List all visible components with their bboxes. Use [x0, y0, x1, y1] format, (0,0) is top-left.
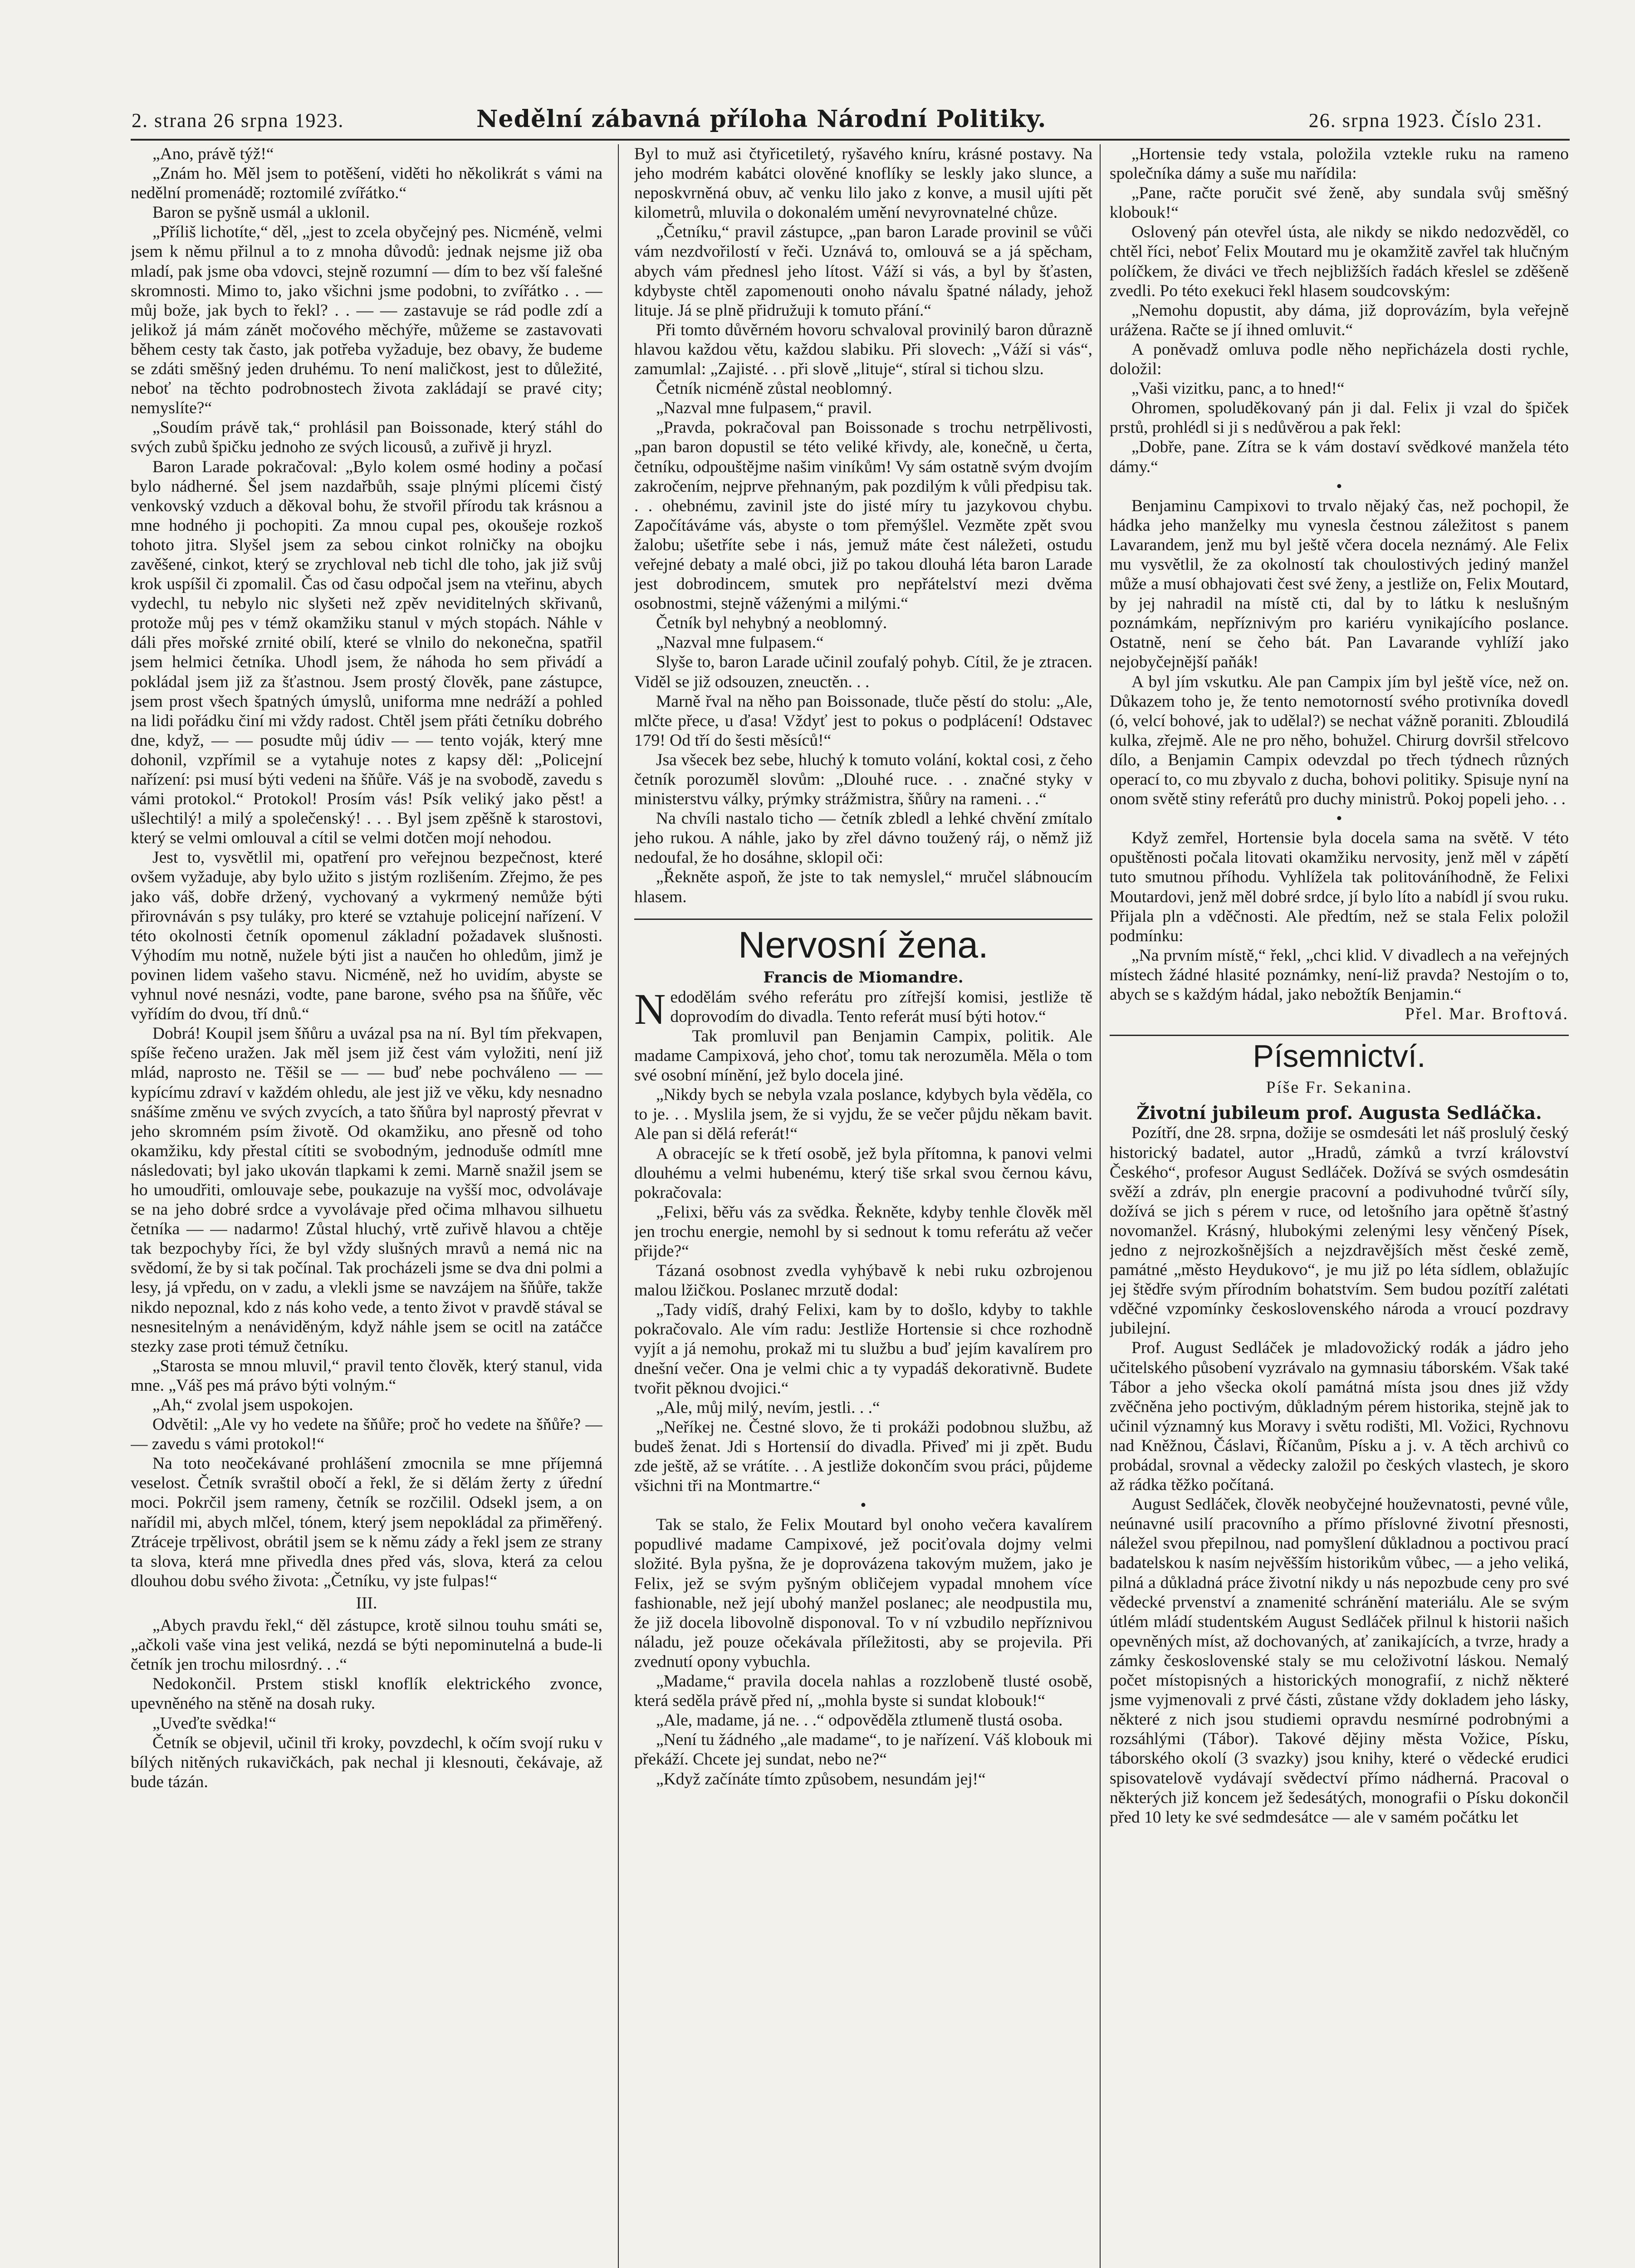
section-title: Písemnictví.	[1253, 1038, 1426, 1074]
paragraph: August Sedláček, člověk neobyčejné houževnatosti, pevné vůle, neúnavné usilí pracovního a přímo příslovné životní přesnosti, náležel svou přepilnou, nad pomyšlení důkladnou a poctivou prací badatelskou k nasím nejvěšším historikům vůbec, — a jeho veliká, pilná a důkladná práce životní nikdy u nás nepozbude ceny pro své vědecké prvenství a znamenité schránění materiálu. Ale se svým útlém mládí studentském August Sedláček přilnul k historii našich opevněných míst, až dochovaných, ať zanikajících, a tvrze, hrady a zámky československé staly se mu celoživotní láskou. Nemalý počet místopisných a historických monografií, z nichž některé jsme vyjmenovali z prvé části, zůstane vždy dokladem jeho lásky, některé z nich jsou studiemi opravdu nesmírné podrobnými a rozsáhlými (Tábor). Takové dějiny města Vožice, Písku, táborského okolí (3 svazky) jsou knihy, které o vědecké erudici spisovatelově vydávají svědectví přímo nádherná. Pracoval o některých již koncem jež šedesátých, monografii o Písku dokončil před 10 lety ke své sedmdesátce — ale v samém počátku let	[1110, 1495, 1569, 1827]
paragraph: „Znám ho. Měl jsem to potěšení, viděti ho několikrát s vámi na nedělní promenádě; roztomilé zvířátko.“	[131, 164, 602, 203]
paragraph: Benjaminu Campixovi to trvalo nějaký čas, než pochopil, že hádka jeho manželky mu vynesla čestnou záležitost s panem Lavarandem, jenž mu byl ještě včera docela neznámý. Ale Felix mu vysvětlil, že za okolností tak choulostivých jediný manžel může a musí obhajovati čest své ženy, a jestliže on, Felix Moutard, by jej nahradil na místě cti, dal by to látku k neslušným poznámkám, nepříznivým pro kariéru vynikajícího poslance. Ostatně, není se čeho bát. Pan Lavarande vyhlíží jako nejobyčejnější paňák!	[1110, 496, 1569, 672]
page-header	[132, 105, 1542, 137]
paragraph: Při tomto důvěrném hovoru schvaloval provinilý baron důrazně hlavou každou větu, každou slabiku. Při slovech: „Váží si vás“, zamumlal: „Zajisté. . . při slově „lituje“, stíral si tichou slzu.	[634, 320, 1092, 379]
paragraph: Četník se objevil, učinil tři kroky, povzdechl, k očím svojí ruku v bílých nitěných rukavičkách, pak nechal ji klesnouti, čekávaje, až bude tázán.	[131, 1733, 602, 1791]
paragraph: „Není tu žádného „ale madame“, to je nařízení. Váš klobouk mi překáží. Chcete jej sundat, nebo ne?“	[634, 1730, 1092, 1769]
paragraph: „Dobře, pane. Zítra se k vám dostaví svědkové manžela této dámy.“	[1110, 438, 1569, 476]
paragraph: „Pravda, pokračoval pan Boissonade s trochu netrpělivosti, „pan baron dopustil se této veliké křivdy, ale, konečně, u čerta, četníku, odpouštějme našim viníkům! Vy sám ostatně svým dvojím zakročením, nejprve přehnaným, pak pozdilým k vůli předpisu tak. . . ohebnému, zavinil jste do jisté míry tu jazykovou chybu. Započítáváme vás, abyste o tom přemýšlel. Vezměte zpět svou žalobu; ušetříte sebe i nás, jemuž máte čest náležeti, ostudu veřejné debaty a malé obci, již po takou dlouhá léta baron Larade jest dobrodincem, smutek pro nepřátelství mezi dvěma osobnostmi, stejně váženými a milými.“	[634, 418, 1092, 613]
paragraph: „Ah,“ zvolal jsem uspokojen.	[152, 1396, 353, 1414]
paragraph: Dobrá! Koupil jsem šňůru a uvázal psa na ní. Byl tím překvapen, spíše řečeno uražen. Jak měl jsem již čest vám vyložiti, není již mlád, naprosto ne. Těšil se — — buď nebe pochváleno — — kypícímu zdraví v každém ohledu, ale jest již ve věku, kdy nesnadno snášíme změnu ve svých zvycích, a tato šňůra byl naprostý převrat v jeho skromném psím životě. Od okamžiku, ano přesně od toho okamžiku, kdy přestal cítiti se svobodným, jednoduše odmítl mne následovati; byl jako ukován tlapkami k zemi. Marně snažil jsem se ho umoudřiti, omlouvaje sebe, poukazuje na vyšší moc, odvolávaje se na jeho dobré srdce a vyvolávaje před očima mlhavou silhuetu četníka — — nadarmo! Zůstal hluchý, vrtě zuřivě hlavou a chtěje tak bezpochyby říci, že byl vždy slušných mravů a nemá nic na svědomí, že by si tak počínal. Tak procházeli jsme se dva dni polmi a lesy, já vpředu, on v zadu, a vlekli jsme se navzájem na šňůře, takže nikdo nepoznal, kdo z nás koho vede, a tento život v pravdě stával se nesnesitelným a nenáviděným, když náhle jsem se ocitl na zatáčce stezky zase proti témuž četníku.	[131, 1024, 602, 1356]
paragraph: „Nikdy bych se nebyla vzala poslance, kdybych byla věděla, co to je. . . Myslila jsem, že si vyjdu, že se večer půjdu někam bavit. Ale pan si dělá referát!“	[634, 1085, 1092, 1144]
column-2	[634, 144, 1092, 2268]
column-1	[131, 144, 602, 2268]
header-rule	[131, 139, 1570, 141]
paragraph: „Starosta se mnou mluvil,“ pravil tento člověk, který stanul, vida mne. „Váš pes má právo býti volným.“	[131, 1356, 602, 1395]
paragraph: •	[1336, 477, 1342, 496]
paragraph: Nedokončil. Prstem stiskl knoflík elektrického zvonce, upevněného na stěně na dosah ruky.	[131, 1675, 602, 1713]
paragraph: Marně řval na něho pan Boissonade, tluče pěstí do stolu: „Ale, mlčte přece, u ďasa! Vždyť jest to pokus o podplácení! Odstavec 179! Od tří do šesti měsíců!“	[634, 692, 1092, 750]
paragraph: Jest to, vysvětlil mi, opatření pro veřejnou bezpečnost, které ovšem vyžaduje, aby bylo užito s jistým rozlišením. Zřejmo, že pes jako váš, dobře držený, vychovaný a vykrmený nemůže býti přirovnáván s psy tuláky, pro které se vztahuje policejní nařízení. V této okolnosti četník opomenul základní požadavek slušnosti. Výhodím mu notně, nužele býti jist a naučen ho ohledům, jimž je povinen lidem vašeho stavu. Nicméně, než ho uvidím, abyste se vyhnul nové nesnázi, vodte, pane barone, svého psa na šňůře, věc vyřídím do dvou, tří dnů.“	[131, 848, 602, 1024]
column-2-story-end	[634, 144, 1092, 907]
paragraph: „Nazval mne fulpasem.“	[656, 633, 824, 652]
paragraph: „Když začínáte tímto způsobem, nesundám jej!“	[656, 1769, 986, 1789]
paragraph: „Ale, můj milý, nevím, jestli. . .“	[656, 1398, 880, 1417]
paragraph: Oslovený pán otevřel ústa, ale nikdy se nikdo nedozvěděl, co chtěl říci, neboť Felix Moutard mu je okamžitě zavřel tak hlučným políčkem, že diváci ve třech nejbližších řadách křeslel se zděšeně zvedli. Po této exekuci řekl hlasem soudcovským:	[1110, 223, 1569, 300]
paragraph: „Pane, račte poručit své ženě, aby sundala svůj směšný klobouk!“	[1110, 184, 1569, 222]
column-3-story-end	[1110, 144, 1569, 1024]
paragraph: Tak se stalo, že Felix Moutard byl onoho večera kavalírem popudlivé madame Campixové, jež pociťovala dojmy velmi složité. Byla pyšna, že je doprovázena takovým mužem, jako je Felix, jež se svým pyšným obličejem vypadal mnohem více fashionable, než její ubohý manžel poslanec; ale neodpustila mu, že již docela libovolně disponoval. To v ní vzbudilo nepříznivou náladu, jež pouze očekávala příležitosti, aby se projevila. Při zvednutí opony vybuchla.	[634, 1515, 1092, 1671]
paragraph: „Uveďte svědka!“	[152, 1714, 277, 1733]
story-title: Nervosní žena.	[738, 924, 989, 966]
paragraph: Pozítří, dne 28. srpna, dožije se osmdesáti let náš proslulý český historický badatel, autor „Hradů, zámků a tvrzí království Českého“, profesor August Sedláček. Dožívá se svých osmdesátin svěží a zdráv, pln energie pracovní a podivuhodné tvůrčí síly, dožívá se jich s pérem v ruce, od letošního jara opětně šťastný novomanžel. Krásný, hlubokými zelenými lesy věnčený Písek, jedno z nejrozkošnějších a nejzdravějších měst české země, památné „město Heydukovo“, je mu již po léta sídlem, oblažujíc jej štědře svým přírodním bohatstvím. Sem budou pozítří zalétati vděčné vzpomínky československého národa a vroucí pozdravy jubilejní.	[1110, 1124, 1569, 1338]
paragraph: „Neříkej ne. Čestné slovo, že ti prokáži podobnou službu, až budeš ženat. Jdi s Hortensií do divadla. Přiveď mi ji zpět. Budu zde ještě, až se vrátíte. . . A jestliže dokončím svou práci, půjdeme všichni tři na Montmartre.“	[634, 1418, 1092, 1496]
paragraph: Přel. Mar. Broftová.	[1405, 1005, 1569, 1024]
section-separator	[1110, 1035, 1569, 1036]
paragraph: Na toto neočekávané prohlášení zmocnila se mne příjemná veselost. Četník svraštil obočí a řekl, že si dělám žerty z úřední moci. Pokrčil jsem rameny, četník se rozčilil. Odsekl jsem, a on nařídil mi, abych mlčel, tónem, který jsem nepokládal za přiměřený. Ztráceje trpělivost, obrátil jsem se k němu zády a řekl jsem ze strany ta slova, která mne přivedla dnes před vás, slova, která za celou dlouhou dobu svého života: „Četníku, vy jste fulpas!“	[131, 1454, 602, 1590]
paragraph: „Soudím právě tak,“ prohlásil pan Boissonade, který stáhl do svých zubů špičku jednoho ze svých licousů, a zuřivě ji hryzl.	[131, 418, 602, 457]
paragraph: III.	[356, 1593, 377, 1613]
paragraph-text: edodělám svého referátu pro zítřejší komisi, jestliže tě doprovodím do divadla. Tento referát musí býti hotov.“	[670, 987, 1092, 1026]
paragraph: •	[860, 1496, 866, 1515]
paragraph: „Tady vidíš, drahý Felixi, kam by to došlo, kdyby to takhle pokračovalo. Ale vím radu: Jestliže Hortensie si chce rozhodně vyjít a já nemohu, prokaž mi tu službu a buď jejím kavalírem pro dnešní večer. Ona je velmi chic a ty vypadáš dekorativně. Budete tvořit pěknou dvojici.“	[634, 1300, 1092, 1398]
paragraph: Baron Larade pokračoval: „Bylo kolem osmé hodiny a počasí bylo nádherné. Šel jsem nazdařbůh, ssaje plnými plícemi čistý venkovský vzduch a děkoval bohu, že stvořil přírodu tak krásnou a mne hodného ji pochopiti. Za mnou cupal pes, okoušeje rozkoš tohoto jitra. Slyšel jsem za sebou cinkot rolničky na obojku zavěšené, cinkot, který se zrychloval neb tichl dle toho, jak již svůj krok uspíšil či zpomalil. Čas od času odpočal jsem na vteřinu, abych vydechl, tu nebylo nic slyšeti než zpěv neviditelných skřivanů, protože můj pes v témž okamžiku stanul v mých stopách. Náhle v dáli přes mořské zrnité obilí, které se vlnilo do nekonečna, spatřil jsem helmici četníka. Uhodl jsem, že náhoda ho sem přivádí a pokládal jsem již za šťastnou. Jsem prostý člověk, pane zástupce, jsem prost všech špatných úmyslů, uniforma mne nedráží a pohled na lidi pořádku činí mi vždy radost. Chtěl jsem přáti četníku dobrého dne, když, — — posudte můj údiv — — tento voják, který mne dohonil, vzpřímil se a vytahuje notes z kapsy děl: „Policejní nařízení: psi musí býti vedeni na šňůře. Váš je na svobodě, zavedu s vámi protokol.“ Protokol! Prosím vás! Psík veliký jako pěst! a ušlechtilý! a milý a společenský! . . . Byl jsem zpěšně k starostovi, který se velmi omlouval a cítil se velmi dotčen mojí nehodou.	[131, 457, 602, 848]
story-separator	[634, 919, 1092, 920]
paragraph: „Ano, právě týž!“	[152, 145, 274, 163]
paragraph	[634, 984, 1092, 1033]
paragraph: Ohromen, spoluděkovaný pán ji dal. Felix ji vzal do špiček prstů, prohlédl si ji s nedůvěrou a pak řekl:	[1110, 399, 1569, 437]
story-body	[634, 984, 1092, 1789]
paragraph: Prof. August Sedláček je mladovožický rodák a jádro jeho učitelského působení vyzrávalo na gymnasiu táborském. Však také Tábor a jeho všecka okolí památná místa jsou dnes již vždy zvěčněna jeho poctivým, důkladným pérem historika, stejně jak to učinil významný kus Moravy i světu rodišti, Ml. Vožici, Rychnovu nad Kněžnou, Čáslavi, Říčanům, Písku a j. v. A těch archivů co probádal, srovnal a vědecky založil po českých vlastech, je skoro až rádka těžko počítaná.	[1110, 1339, 1569, 1495]
column-3	[1110, 144, 1569, 2268]
column-divider-1	[618, 144, 619, 2268]
header-issue: 26. srpna 1923. Číslo 231.	[1308, 109, 1542, 132]
paragraph: „Vaši vizitku, panc, a to hned!“	[1131, 379, 1345, 398]
paragraph: „Nazval mne fulpasem,“ pravil.	[656, 399, 872, 418]
paragraph: Jsa všecek bez sebe, hluchý k tomuto volání, koktal cosi, z čeho četník porozuměl slovům: „Dlouhé ruce. . . značné styky v ministerstvu války, prýmky strážmistra, šňůry na rameni. . .“	[634, 750, 1092, 809]
paragraph: „Četníku,“ pravil zástupce, „pan baron Larade provinil se vůči vám nezdvořilostí v řeči. Uznává to, omlouvá se a já spěcham, abych vám přednesl jeho lítost. Váží si vás, a byl by šťasten, kdybyste chtěl zapomenouti onoho návalu špatné nálady, jehož lituje. Já se plně přidružuji k tomuto přání.“	[634, 223, 1092, 320]
header-title: Nedělní zábavná příloha Národní Politiky.	[476, 105, 1047, 133]
article-headline: Životní jubileum prof. Augusta Sedláčka.	[1136, 1103, 1542, 1124]
paragraph: A obracejíc se k třetí osobě, jež byla přítomna, k panovi velmi dlouhému a velmi hubenému, který tiše srkal svou černou kávu, pokračovala:	[634, 1144, 1092, 1202]
paragraph: Odvětil: „Ale vy ho vedete na šňůře; proč ho vedete na šňůře? — — zavedu s vámi protokol!“	[131, 1415, 602, 1454]
section-author: Píše Fr. Sekanina.	[1266, 1078, 1413, 1097]
paragraph: „Ale, madame, já ne. . .“ odpověděla ztlumeně tlustá osoba.	[656, 1711, 1063, 1730]
paragraph: A byl jím vskutku. Ale pan Campix jím byl ještě více, než on. Důkazem toho je, že tento nemotorností svého protivníka dovedl (ó, velcí bohové, jak to udělal?) se nechat vážně poraniti. Zbloudilá kulka, zřejmě. Ale ne pro něho, bohužel. Chirurg dovršil střelcovo dílo, a Benjamin Campix odevzdal po třech týdnech různých operací to, co mu zbyvalo z ducha, bohovi politiky. Spisuje nyní na onom světě stiny referátů pro duchy ministrů. Pokoj popeli jeho. . .	[1110, 672, 1569, 809]
paragraph: „Madame,“ pravila docela nahlas a rozzlobeně tlusté osobě, která seděla právě před ní, „mohla byste si sundat klobouk!“	[634, 1672, 1092, 1711]
paragraph: Četník byl nehybný a neoblomný.	[656, 614, 887, 633]
paragraph: Když zemřel, Hortensie byla docela sama na světě. V této opuštěnosti počala litovati okamžiku nervosity, jenž měl v zápětí tuto smutnou příhodu. Vyhlížela tak politováníhodně, že Felixi Moutardovi, jenž měl dobré srdce, jí bylo líto a nabídl jí svou ruku. Přijala pln a vděčnosti. Ale předtím, než se stala Felix položil podmínku:	[1110, 829, 1569, 945]
column-divider-2	[1100, 144, 1101, 2268]
paragraph: A poněvadž omluva podle něho nepřicházela dosti rychle, doložil:	[1110, 340, 1569, 379]
article-body	[1110, 1123, 1569, 1827]
paragraph: Baron se pyšně usmál a uklonil.	[152, 203, 370, 222]
paragraph: „Hortensie tedy vstala, položila vztekle ruku na rameno společníka dámy a suše mu nařídila:	[1110, 145, 1569, 183]
paragraph: „Na prvním místě,“ řekl, „chci klid. V divadlech a na veřejných místech žádné hlasité poznámky, není-liž pravda? Nestojím o to, abych se s každým hádal, jako nebožtík Benjamin.“	[1110, 946, 1569, 1004]
paragraph: Slyše to, baron Larade učinil zoufalý pohyb. Cítil, že je ztracen. Viděl se již odsouzen, zneuctěn. . .	[634, 653, 1092, 691]
paragraph: „Příliš lichotíte,“ děl, „jest to zcela obyčejný pes. Nicméně, velmi jsem k němu přilnul a to z mnoha důvodů: jednak nejsme již oba mladí, pak jsme oba vdovci, stejně rozumní — dím to bez vší falešné skromnosti. Mimo to, jako všichni jsme podobni, to zvířátko . . — můj bože, jak bych to řekl? . . — — zastavuje se rád podle zdí a jelikož já mám zánět močového měchýře, můžeme se zastavovati během cesty tak často, jak potřeba vyžaduje, bez obavy, že budeme se zdáti směšný jeden druhému. To není maličkost, jest to důležité, neboť na těchto podrobnostech života zakládají se pravé city; nemyslíte?“	[131, 223, 602, 418]
paragraph: Četník nicméně zůstal neoblomný.	[656, 379, 892, 398]
header-page-date: 2. strana 26 srpna 1923.	[132, 109, 344, 132]
paragraph: Na chvíli nastalo ticho — četník zbledl a lehké chvění zmítalo jeho rukou. A náhle, jako by zřel dávno toužený ráj, o němž již nedoufal, že ho dosáhne, sklopil oči:	[634, 809, 1092, 867]
paragraph: „Řekněte aspoň, že jste to tak nemyslel,“ mručel slábnoucím hlasem.	[634, 868, 1092, 906]
drop-cap: N	[634, 984, 666, 1033]
paragraph: •	[1336, 809, 1342, 828]
paragraph: „Felixi, běřu vás za svědka. Řekněte, kdyby tenhle člověk měl jen trochu energie, nemohl by si sednout k tomu referátu až večer přijde?“	[634, 1202, 1092, 1261]
paragraph: „Nemohu dopustit, aby dáma, již doprovázím, byla veřejně urážena. Račte se jí ihned omluvit.“	[1110, 301, 1569, 339]
paragraph: Tázaná osobnost zvedla vyhýbavě k nebi ruku ozbrojenou malou lžičkou. Poslanec mrzutě dodal:	[634, 1261, 1092, 1300]
paragraph: Byl to muž asi čtyřicetiletý, ryšavého kníru, krásné postavy. Na jeho modrém kabátci olověné knoflíky se leskly jako slunce, a neposkvrněná obuv, ač venku lilo jako z konve, a musil ujíti pět kilometrů, mluvila o dokonalém umění nevyrovnatelné chůze.	[634, 145, 1092, 222]
paragraph: Tak promluvil pan Benjamin Campix, politik. Ale madame Campixová, jeho choť, tomu tak nerozuměla. Měla o tom své osobní mínění, jež bylo docela jiné.	[634, 1026, 1092, 1085]
story-author: Francis de Miomandre.	[763, 968, 964, 987]
paragraph: „Abych pravdu řekl,“ děl zástupce, krotě silnou touhu smáti se, „ačkoli vaše vina jest veliká, nezdá se býti nepominutelná a bude-li četník jen trochu milosrdný. . .“	[131, 1616, 602, 1674]
